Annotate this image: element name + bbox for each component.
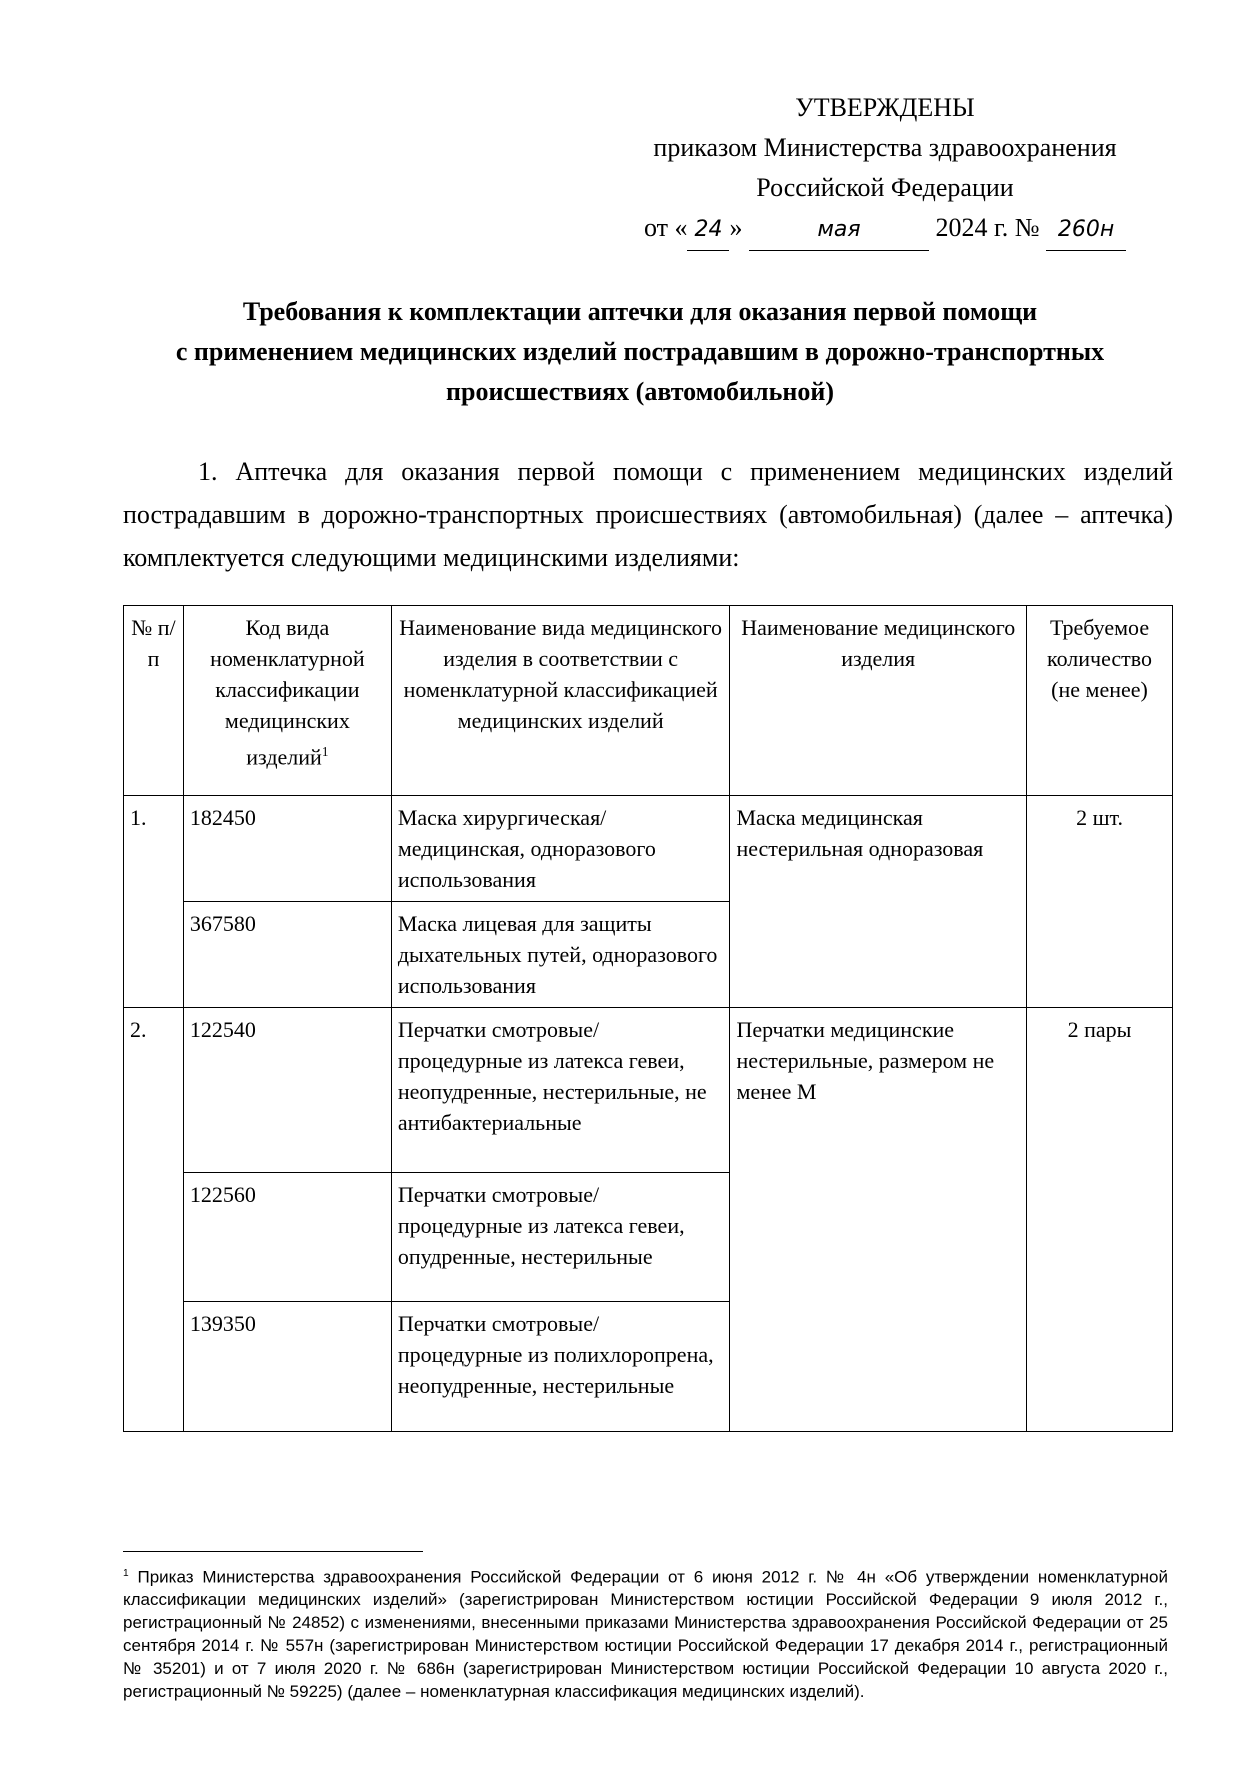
footnote-divider [123, 1551, 423, 1552]
row-kind: Перчатки смотровые/ процедурные из латекса гевеи, неопудренные, нестерильные, не антибактериальные [391, 1008, 730, 1173]
handwritten-day: 24 [687, 210, 729, 251]
row-kind: Маска лицевая для защиты дыхательных путей, одноразового использования [391, 902, 730, 1008]
header-code-text: Код вида номенклатурной классификации медицинских изделий [210, 615, 365, 770]
approval-date [610, 208, 1160, 251]
row-name: Маска медицинская нестерильная одноразовая [730, 796, 1027, 1008]
date-prefix: от « [643, 213, 688, 242]
header-code [183, 606, 391, 796]
row-kind: Перчатки смотровые/ процедурные из латекса гевеи, опудренные, нестерильные [391, 1173, 730, 1302]
row-num: 2. [124, 1008, 184, 1432]
row-code: 139350 [183, 1302, 391, 1432]
row-code: 122540 [183, 1008, 391, 1173]
header-qty: Требуемое количество (не менее) [1027, 606, 1173, 796]
footnote-ref: 1 [321, 744, 329, 759]
approval-title: УТВЕРЖДЕНЫ [795, 93, 975, 122]
row-name: Перчатки медицинские нестерильные, размером не менее M [730, 1008, 1027, 1432]
row-code: 182450 [183, 796, 391, 902]
date-mid: » [729, 213, 743, 242]
heading-line-2: с применением медицинских изделий пострадавшим в дорожно-транспортных [175, 337, 1105, 366]
row-code: 367580 [183, 902, 391, 1008]
requirements-table [123, 605, 1173, 1432]
row-qty: 2 пары [1027, 1008, 1173, 1432]
row-kind: Перчатки смотровые/ процедурные из полихлоропрена, неопудренные, нестерильные [391, 1302, 730, 1432]
approval-line-2: Российской Федерации [756, 173, 1014, 202]
table-header-row [124, 606, 1173, 796]
document-heading [100, 292, 1180, 412]
header-kind: Наименование вида медицинского изделия в соответствии с номенклатурной классификацией медицинских изделий [391, 606, 730, 796]
footnote-mark: 1 [123, 1568, 129, 1579]
approval-line-1: приказом Министерства здравоохранения [653, 133, 1117, 162]
header-num: № п/п [124, 606, 184, 796]
row-code: 122560 [183, 1173, 391, 1302]
footnote [123, 1563, 1168, 1703]
header-name: Наименование медицинского изделия [730, 606, 1027, 796]
row-qty: 2 шт. [1027, 796, 1173, 1008]
table-row [124, 796, 1173, 902]
table-row [124, 1008, 1173, 1173]
handwritten-number: 260н [1046, 210, 1126, 251]
handwritten-month: мая [749, 210, 929, 251]
row-num: 1. [124, 796, 184, 1008]
row-kind: Маска хирургическая/ медицинская, одноразового использования [391, 796, 730, 902]
date-year: 2024 г. № [935, 213, 1040, 242]
footnote-text: Приказ Министерства здравоохранения Российской Федерации от 6 июня 2012 г. № 4н «Об утверждении номенклатурной классификации медицинских изделий» (зарегистрирован Министерством юстиции Российской Федерации 9 июля 2012 г., регистрационный № 24852) с изменениями, внесенными приказами Министерства здравоохранения Российской Федерации от 25 сентября 2014 г. № 557н (зарегистрирован Министерством юстиции Российской Федерации 17 декабря 2014 г., регистрационный № 35201) и от 7 июля 2020 г. № 686н (зарегистрирован Министерством юстиции Российской Федерации 10 августа 2020 г., регистрационный № 59225) (далее – номенклатурная классификация медицинских изделий). [123, 1567, 1168, 1701]
approval-block [610, 88, 1160, 251]
heading-line-3: происшествиях (автомобильной) [446, 377, 834, 406]
heading-line-1: Требования к комплектации аптечки для оказания первой помощи [242, 297, 1038, 326]
intro-paragraph: 1. Аптечка для оказания первой помощи с применением медицинских изделий пострадавшим в дорожно-транспортных происшествиях (автомобильная) (далее – аптечка) комплектуется следующими медицинскими изделиями: [123, 457, 1173, 572]
